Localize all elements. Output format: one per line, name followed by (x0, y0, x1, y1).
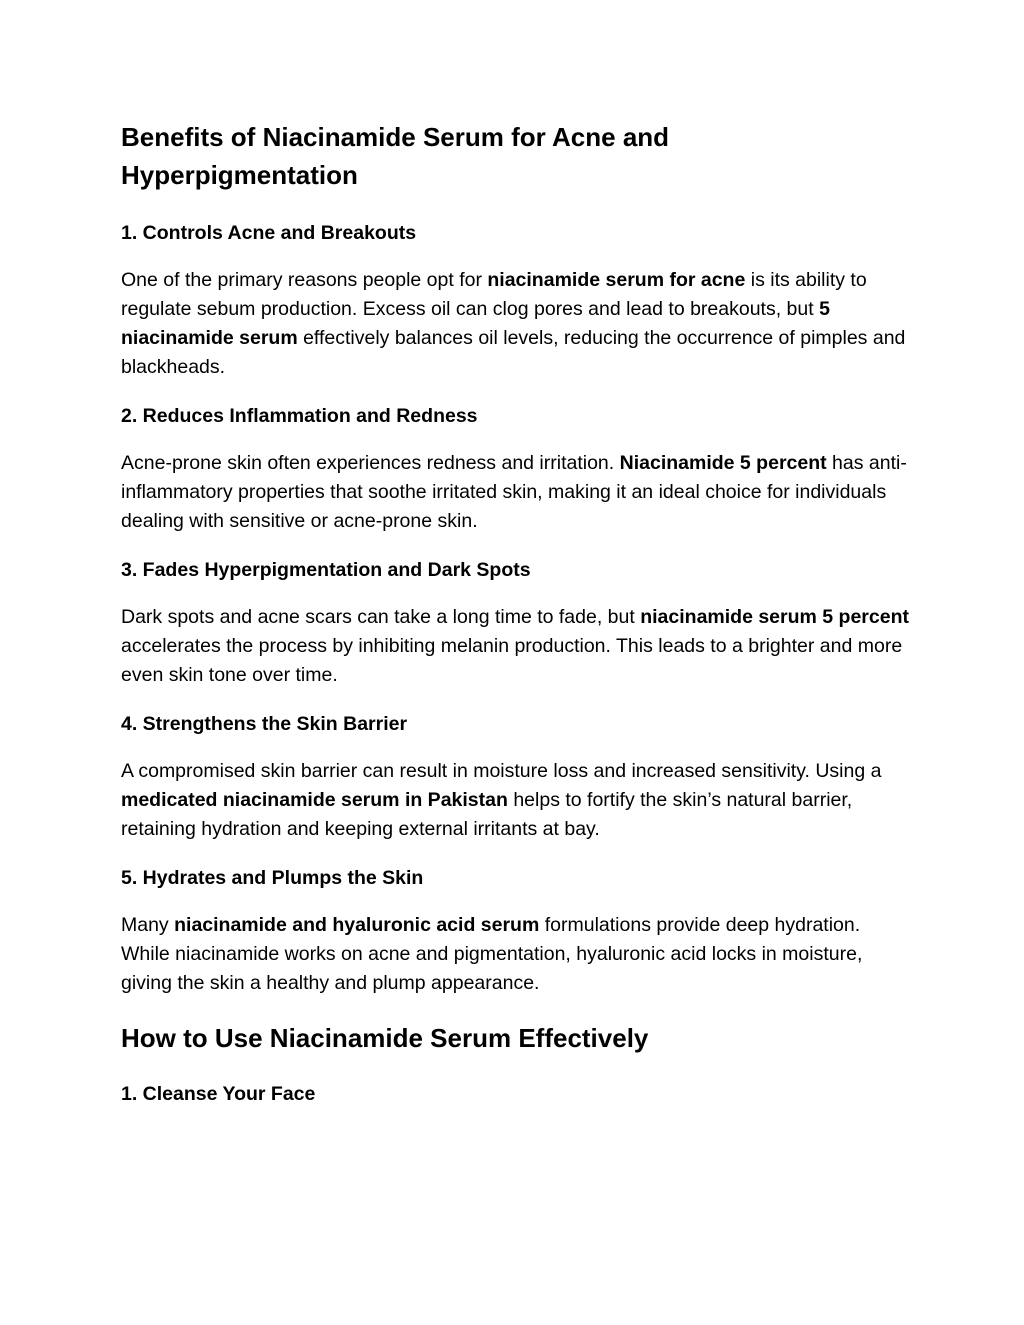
paragraph-text: has anti-inflammatory properties that soothe irritated skin, making it an ideal choice for individuals dealing with sensitive or acne-prone skin. (121, 452, 907, 532)
paragraph-text: A compromised skin barrier can result in moisture loss and increased sensitivity. Using a (121, 760, 882, 782)
bold-keyword: niacinamide serum 5 percent (640, 606, 909, 628)
bold-keyword: niacinamide and hyaluronic acid serum (174, 914, 540, 936)
paragraph-text: Acne-prone skin often experiences redness and irritation. (121, 452, 620, 474)
benefit-paragraph-2 (121, 449, 911, 536)
benefit-heading-3: 3. Fades Hyperpigmentation and Dark Spots (121, 559, 531, 581)
section-title-benefits: Benefits of Niacinamide Serum for Acne and Hyperpigmentation (121, 122, 670, 190)
step-heading-1: 1. Cleanse Your Face (121, 1083, 316, 1105)
benefit-heading-4: 4. Strengthens the Skin Barrier (121, 713, 408, 735)
paragraph-text: effectively balances oil levels, reducing the occurrence of pimples and blackheads. (121, 327, 906, 378)
benefit-heading-2: 2. Reduces Inflammation and Redness (121, 405, 478, 427)
benefit-paragraph-4 (121, 757, 911, 844)
benefit-heading-5: 5. Hydrates and Plumps the Skin (121, 867, 424, 889)
benefit-paragraph-5 (121, 911, 911, 998)
benefit-paragraph-3 (121, 603, 911, 690)
document-page (121, 118, 911, 1107)
paragraph-text: Dark spots and acne scars can take a long time to fade, but (121, 606, 641, 628)
paragraph-text: One of the primary reasons people opt for (121, 269, 488, 291)
paragraph-text: is its ability to regulate sebum production. Excess oil can clog pores and lead to breakouts, but (121, 269, 867, 320)
section-title-how-to-use: How to Use Niacinamide Serum Effectively (121, 1023, 649, 1053)
paragraph-text: Many (121, 914, 175, 936)
benefit-paragraph-1 (121, 266, 911, 382)
bold-keyword: niacinamide serum for acne (487, 269, 746, 291)
benefit-heading-1: 1. Controls Acne and Breakouts (121, 222, 417, 244)
paragraph-text: accelerates the process by inhibiting melanin production. This leads to a brighter and more even skin tone over time. (121, 635, 903, 686)
bold-keyword: 5 niacinamide serum (121, 298, 830, 349)
bold-keyword: medicated niacinamide serum in Pakistan (121, 789, 508, 811)
paragraph-text: formulations provide deep hydration. While niacinamide works on acne and pigmentation, hyaluronic acid locks in moisture, giving the skin a healthy and plump appearance. (121, 914, 863, 994)
bold-keyword: Niacinamide 5 percent (619, 452, 827, 474)
paragraph-text: helps to fortify the skin’s natural barrier, retaining hydration and keeping external irritants at bay. (121, 789, 853, 840)
